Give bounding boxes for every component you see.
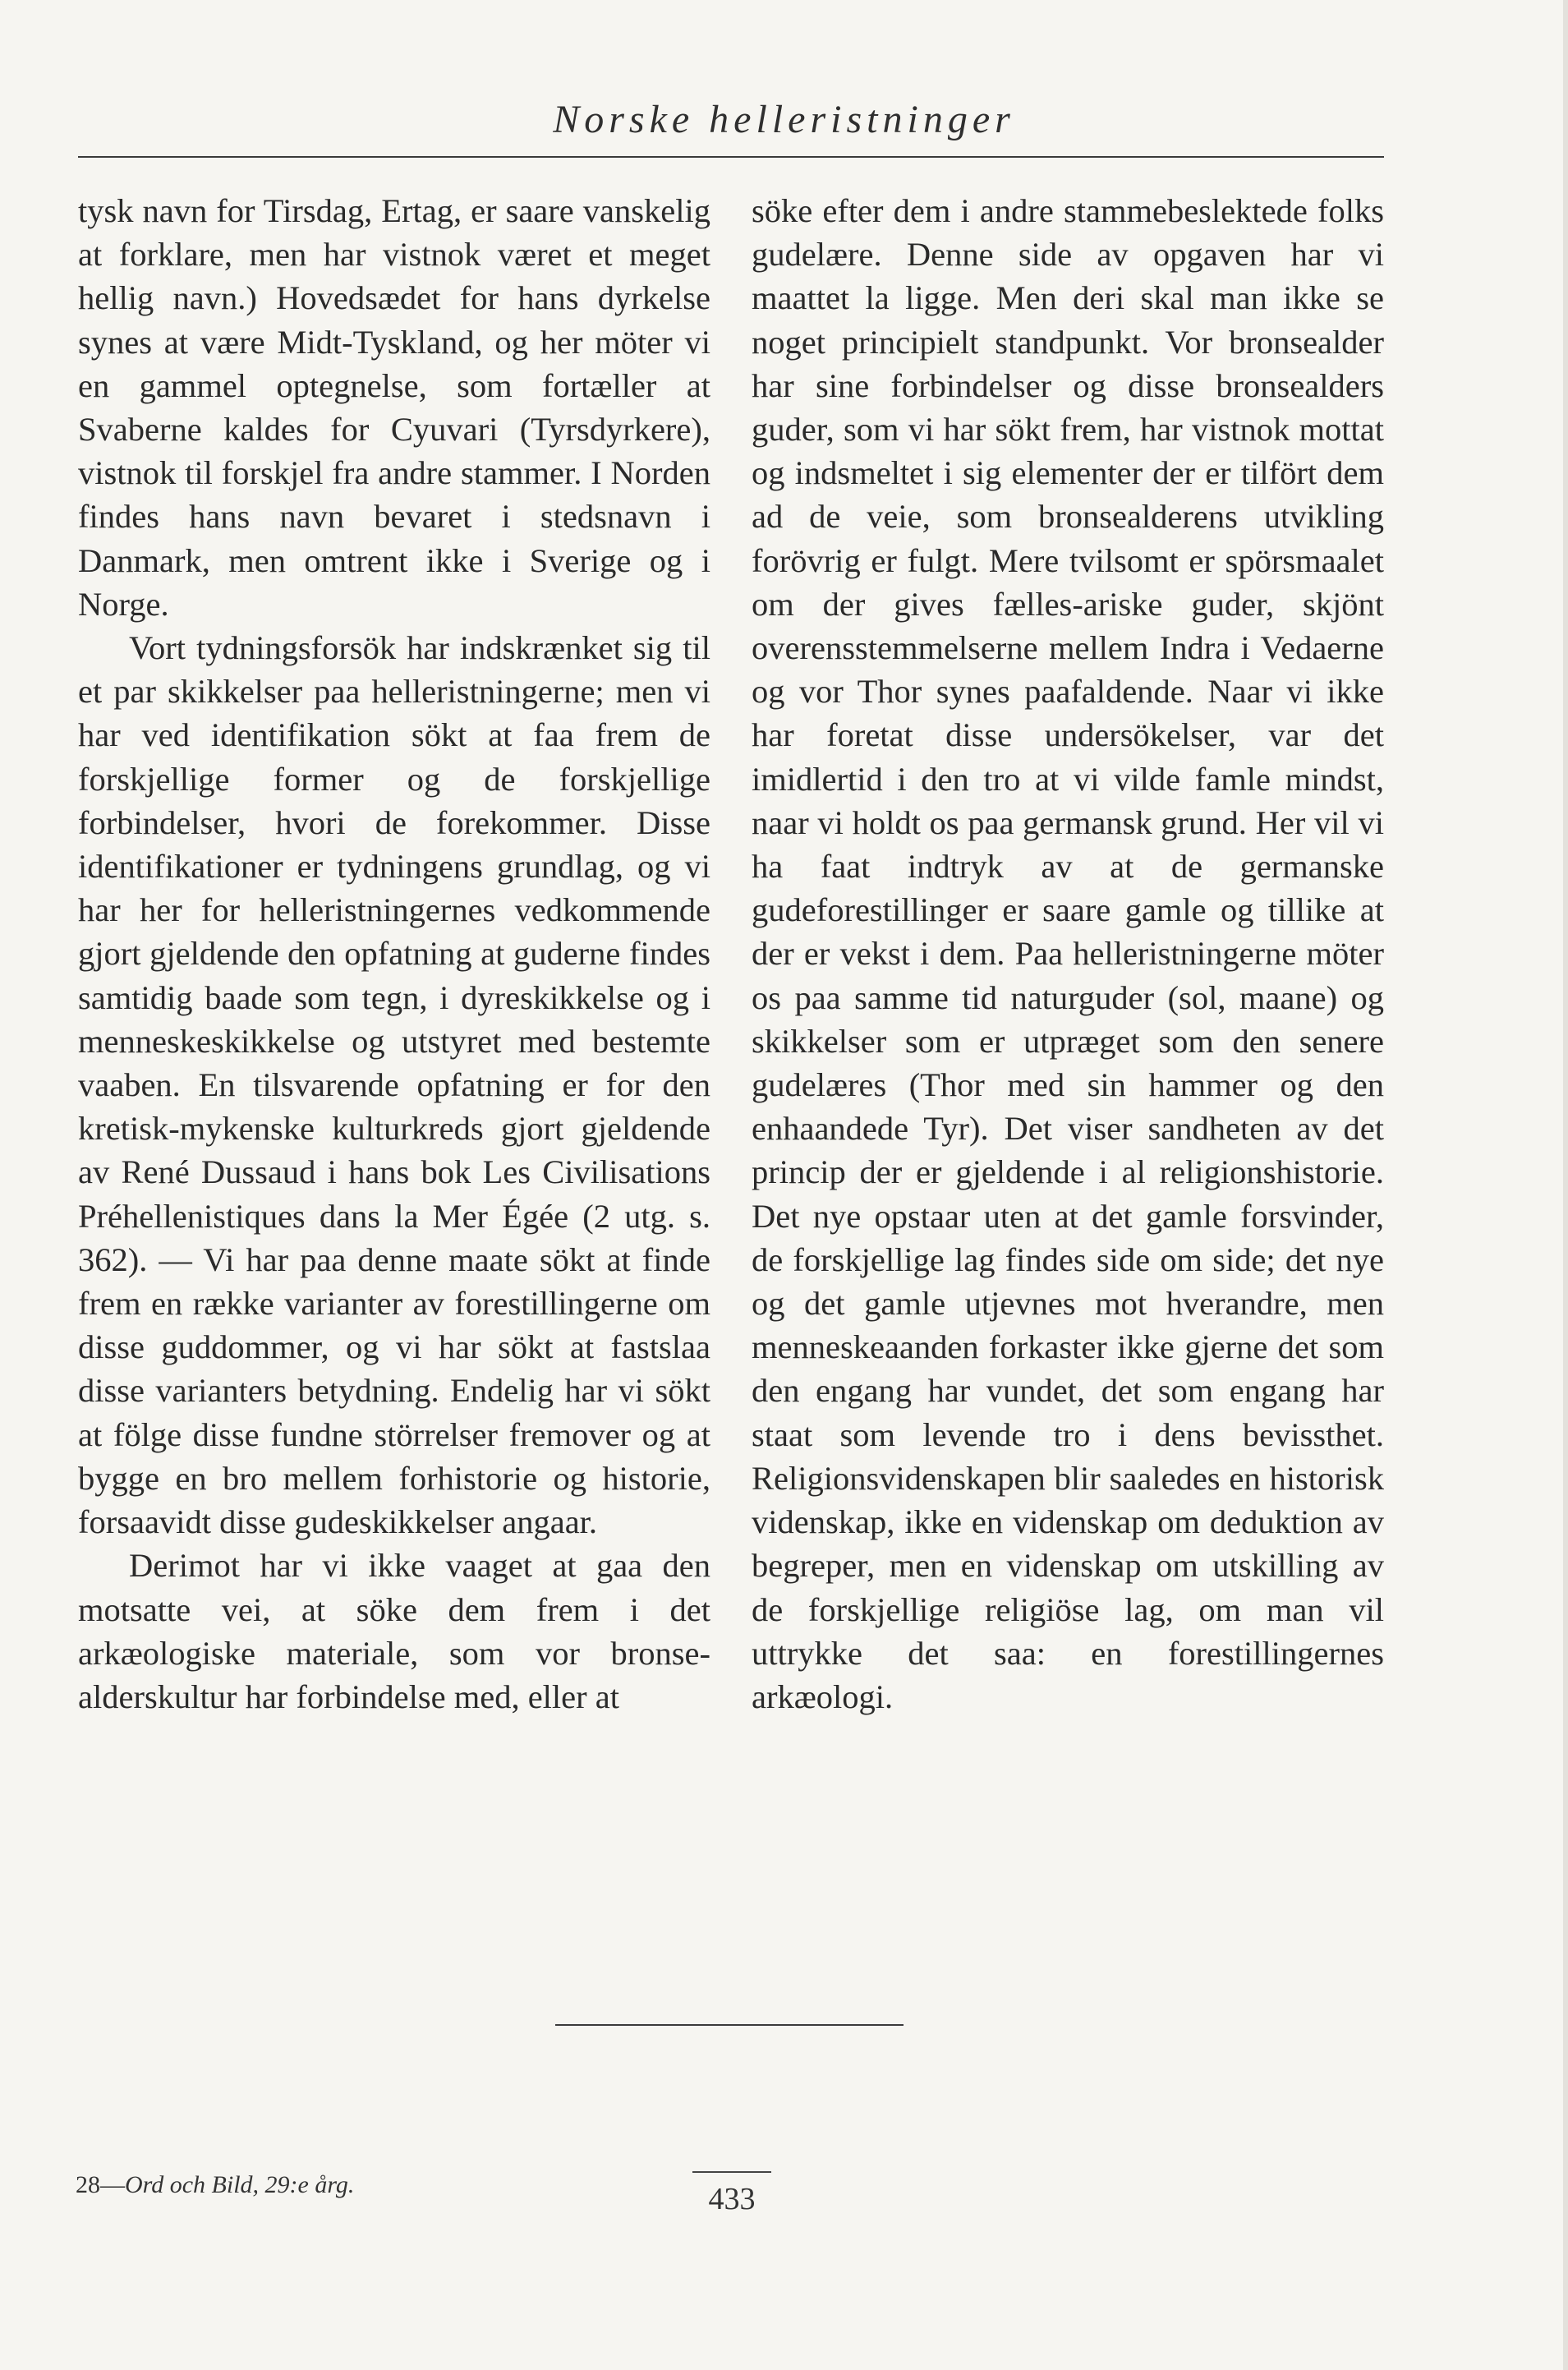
footer-source <box>76 2171 354 2199</box>
header-rule <box>78 156 1384 158</box>
page-number: 433 <box>708 2182 756 2216</box>
volume-label: 29:e årg. <box>264 2171 355 2198</box>
page-edge <box>1563 0 1568 2370</box>
signature-number: 28— <box>76 2171 125 2198</box>
left-column <box>78 189 710 1719</box>
left-paragraph-2: Vort tydningsforsök har indskrænket sig til et par skikkelser paa helleristningerne; men vi har ved identifikation sökt at faa frem de forskjellige former og de forskjellige forbindelser, hvori de forekommer. Disse identifikationer er tydningens grundlag, og vi har her for helleristningernes vedkommende gjort gjeldende den opfatning at guderne findes samtidig baade som tegn, i dyreskikkelse og i menneskeskikkelse og utstyret med bestemte vaaben. En tilsvarende opfatning er for den kretisk-mykenske kulturkreds gjort gjeldende av René Dussaud i hans bok Les Civilisations Préhellenistiques dans la Mer Égée (2 utg. s. 362). — Vi har paa denne maate sökt at finde frem en række varianter av forestillingerne om disse guddommer, og vi har sökt at fastslaa disse varianters betydning. Endelig har vi sökt at fölge disse fundne störrelser fremover og at bygge en bro mellem forhistorie og historie, forsaavidt disse gudeskikkelser angaar. <box>78 629 710 1541</box>
left-paragraph-1: tysk navn for Tirsdag, Ertag, er saare vanskelig at forklare, men har vistnok været et meget hellig navn.) Hovedsædet for hans dyrkelse synes at være Midt-Tyskland, og her möter vi en gammel optegnelse, som fortæller at Svaberne kaldes for Cyuvari (Tyrsdyrkere), vistnok til forskjel fra andre stammer. I Norden findes hans navn bevaret i stedsnavn i Danmark, men omtrent ikke i Sverige og i Norge. <box>78 192 710 623</box>
right-paragraph-1: söke efter dem i andre stammebeslektede folks gudelære. Denne side av opgaven har vi maattet la ligge. Men deri skal man ikke se noget principielt standpunkt. Vor bronsealder har sine forbindelser og disse bronsealders guder, som vi har sökt frem, har vistnok mottat og indsmeltet i sig elementer der er tilfört dem ad de veie, som bronsealderens utvikling forövrig er fulgt. Mere tvilsomt er spörsmaalet om der gives fælles-ariske guder, skjönt overensstemmelserne mellem Indra i Vedaerne og vor Thor synes paafaldende. Naar vi ikke har foretat disse undersökelser, var det imidlertid i den tro at vi vilde famle mindst, naar vi holdt os paa germansk grund. Her vil vi ha faat indtryk av at de germanske gudeforestillinger er saare gamle og tillike at der er vekst i dem. Paa helleristningerne möter os paa samme tid naturguder (sol, maane) og skikkelser som er utpræget som den senere gudelæres (Thor med sin hammer og den enhaandede Tyr). Det viser sandheten av det princip der er gjeldende i al religionshistorie. Det nye opstaar uten at det gamle forsvinder, de forskjellige lag findes side om side; det nye og det gamle utjevnes mot hverandre, men menneskeaanden forkaster ikke gjerne det som den engang har vundet, det som engang har staat som levende tro i dens bevissthet. Religionsvidenskapen blir saaledes en historisk videnskap, ikke en videnskap om deduktion av begreper, men en videnskap om utskilling av de forskjellige religiöse lag, om man vil uttrykke det saa: en forestillingernes arkæologi. <box>752 192 1384 1715</box>
page-number-rule <box>692 2171 771 2173</box>
left-paragraph-3: Derimot har vi ikke vaaget at gaa den motsatte vei, at söke dem frem i det arkæologiske materiale, som vor bronsealderskultur har forbindelse med, eller at <box>78 1547 710 1715</box>
source-title: Ord och Bild, <box>125 2171 260 2198</box>
end-rule <box>555 2024 904 2026</box>
right-column <box>752 189 1384 1719</box>
running-title: Norske helleristninger <box>553 98 1015 141</box>
